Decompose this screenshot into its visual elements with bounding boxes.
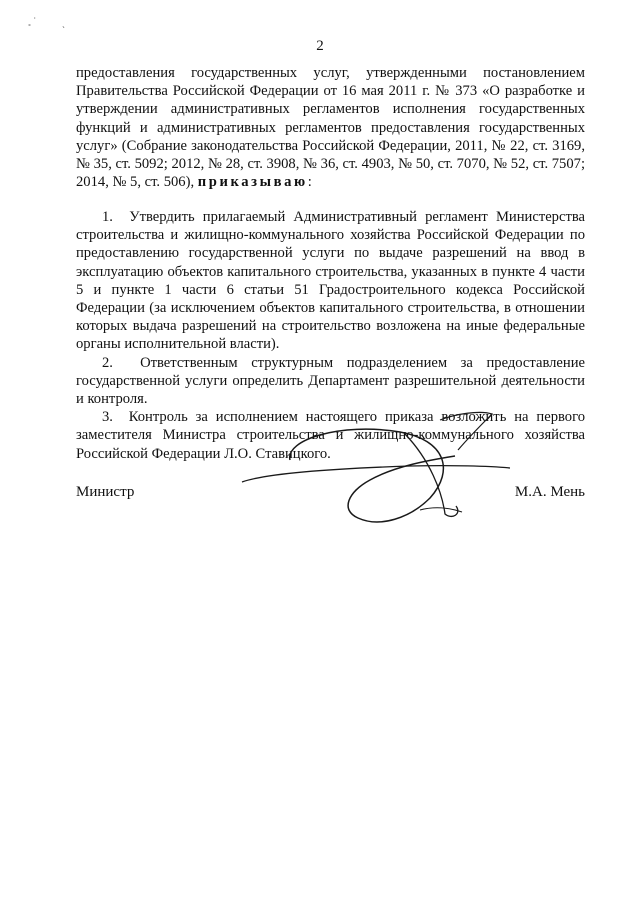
signatory-name: М.А. Мень xyxy=(514,484,585,500)
scan-speck: ˳ ˙ xyxy=(28,16,37,26)
order-item-2 xyxy=(76,354,585,409)
item-number: 2. xyxy=(102,354,113,371)
order-colon: : xyxy=(307,174,312,191)
item-text: Контроль за исполнением настоящего приказа возложить на первого заместителя Министра строительства и жилищно-коммунального хозяйства Российской Федерации Л.О. Ставицкого. xyxy=(76,409,585,462)
page-number: 2 xyxy=(316,38,324,54)
item-number: 1. xyxy=(102,209,113,225)
preamble-text xyxy=(76,64,585,191)
scan-speck: ˎ xyxy=(62,18,65,28)
preamble-body: предоставления государственных услуг, утвержденными постановлением Правительства Российской Федерации от 16 мая 2011 г. № 373 «О разработке и утверждении административных регламентов исполнения государственных функций и административных регламентов предоставления государственных услуг» (Собрание законодательства Российской Федерации, 2011, № 22, ст. 3169, № 35, ст. 5092; 2012, № 28, ст. 3908, № 36, ст. 4903, № 50, ст. 7070, № 52, ст. 7507; 2014, № 5, ст. 506), xyxy=(76,65,585,191)
item-number: 3. xyxy=(102,409,113,426)
signatory-title: Министр xyxy=(76,484,135,500)
order-item-1 xyxy=(76,208,585,354)
preamble-paragraph xyxy=(76,64,585,191)
signature-block xyxy=(76,484,585,524)
item-text: Ответственным структурным подразделением за предоставление государственной услуги определить Департамент разрешительной деятельности и контроля. xyxy=(76,354,585,408)
order-word: приказываю xyxy=(197,174,308,191)
item-text: Утвердить прилагаемый Административный регламент Министерства строительства и жилищно-коммунального хозяйства Российской Федерации по предоставлению государственной услуги по выдаче разрешений на ввод в эксплуатацию объектов капитального строительства, указанных в пункте 4 части 5 и пункте 1 части 6 статьи 51 Градостроительного кодекса Российской Федерации (за исключением объектов капитального строительства, в отношении которых выдача разрешений на строительство возложена на иные федеральные органы исполнительной власти). xyxy=(76,209,586,353)
